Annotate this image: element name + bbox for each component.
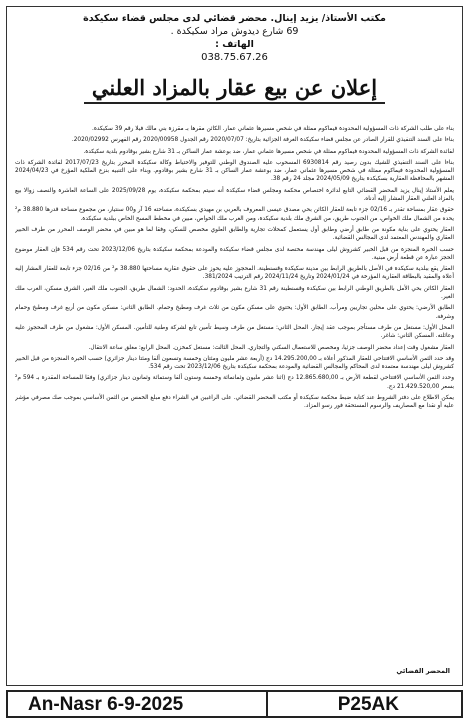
body-paragraph: العقار مشغول وقت إعداد محضر الوصف جزئيا، ومخصص للاستعمال السكني والتجاري. المحل الثالث: مستغل كمخزن. المحل الرابع: مغلق ساعة الانتقال. [88,344,454,351]
announcement-title: إعلان عن بيع عقار بالمزاد العلني [84,75,385,104]
body-paragraph: الطابق الأرضي: يحتوي على محلين تجاريين ومرأب. الطابق الأول: يحتوي على مسكن مكون من ثلاث غرف ومطبخ وحمام. الطابق الثاني: مسكن مكون من أربع غرف ومطبخ وحمام وشرفة. [15,305,454,320]
announcement-title-wrap [7,75,462,104]
body-paragraph: وحدد الثمن الأساسي الافتتاحي لقطعة الأرض بـ 12.865.680,00 دج (اثنا عشر مليون وثمانمائة وخمسة وستون ألفا وستمائة وثمانون دينار جزائري) وفقا للمساحة المقدرة بـ 594 م² بسعر 21.429.520,00 دج. [15,375,454,390]
body-paragraph: العقار الكائن بحي الأمل بالطريق الوطني الرابط بين سكيكدة وقسنطينة رقم 31 شارع بشير بوقادوم سكيكدة، الحدود: الشمال طريق، الجنوب ملك الغير، الشرق مسكن، الغرب ملك الغير. [15,285,454,301]
body-paragraph: وقد حدد الثمن الأساسي الافتتاحي للعقار المذكور أعلاه بـ 14.295.200,00 دج (أربعة عشر مليون ومئتان وخمسة وتسعون ألفا ومئتا دينار جزائري) حسب الخبرة المنجزة من قبل الخبير كشروش ليلى مهندسة معتمدة لدى المحاكم والمجالس القضائية والمودعة بمحكمة سكيكدة بتاريخ 2023/12/06 تحت رقم 534. [15,355,454,371]
body-paragraph: العقار يقع ببلدية سكيكدة في الأصل بالطريق الرابط بين مدينة سكيكدة وقسنطينة. المحجوز عليه يحوز على حقوق عقارية مساحتها 38.880 م² من 02/16 جزء تابعة للعقار المشار إليه أعلاه والمقيد بالبطاقة العقارية المؤرخة في 2024/01/24 وتاريخ 2024/11/24 رقم الترتيب 381/2024. [15,266,454,281]
body-paragraph: يمكن الاطلاع على دفتر الشروط عند كتابة ضبط محكمة سكيكدة أو مكتب المحضر القضائي. على الراغبين في الشراء دفع مبلغ الخمس من الثمن الأساسي بموجب صك مصرفي مؤشر عليه أو نقدا مع المصاريف والرسوم المستحقة فور رسو المزاد. [15,395,454,410]
office-name: مكتب الأستاذ/ يزيد إينال. محضر قضائي لدى مجلس قضاء سكيكدة [83,13,386,24]
publication-code: P25AK [337,694,399,715]
office-address: 69 شارع ديدوش مراد سكيكدة . [170,26,299,37]
publication-footer [6,690,463,718]
body-paragraph: حقوق عقار بمساحة تقدر بـ 02/16 جزء تابعة للعقار الكائن بحي مصدق عيسى المعروف بالعربي بن مهيدي بسكيكدة، مساحته 16 آر و00 سنتيار، من مجموع مساحة قدرها 38.880 م² يحده من الشمال ملك الخواص، من الجنوب طريق، من الشرق ملك بلدية سكيكدة، ومن الغرب ملك الخواص، مبين في مخطط المسح الخاص ببلدية سكيكدة. [15,207,454,222]
body-paragraph: لفائدة الشركة ذات المسؤولية المحدودة فيماكوم ممثلة في شخص مسيرها عثماني عمار، ضد بوعشة عمار الساكن بـ 31 شارع بشير بوقادوم بلدية سكيكدة. [83,148,454,155]
body-paragraph: بناءا على السند التنفيذي للشيك بدون رصيد رقم 6930814 المسحوب عليه الصندوق الوطني للتوفير والاحتياط وكالة سكيكدة المحرر بتاريخ 2017/07/23 لفائدة الشركة ذات المسؤولية المحدودة فيماكوم ممثلة في شخص مسيرها عثماني عمار، ضد بوعشة عمار الساكن بـ 31 شارع بشير بوقادوم. وبناء على التنبيه بنزع الملكية المؤرخ في 2024/04/23 المشهر بالمحافظة العقارية بسكيكدة بتاريخ 2024/05/09 مجلد 24 رقم 38. [15,159,454,183]
publication-date: An-Nasr 6-9-2025 [28,694,184,715]
footer-divider [266,692,268,716]
body-paragraph: حسب الخبرة المنجزة من قبل الخبير كشروش ليلى مهندسة مختصة لدى مجلس قضاء سكيكدة والمودعة بمحكمة سكيكدة بتاريخ 2023/12/06 تحت رقم 534 فإن العقار موضوع الحجز عبارة عن قطعة أرض مبنية. [15,246,454,261]
phone-number: 038.75.67.26 [201,52,268,63]
phone-label: الهاتف : [215,39,254,50]
body-paragraph: العقار يحتوي على بناية مكونة من طابق أرضي وطابق أول يستعمل كمحلات تجارية والطابق العلوي مخصص للسكن، وفقا لما هو مبين في محضر الوصف المحرر من طرف الخبير العقاري والمهندس المعتمد لدى المجالس القضائية. [15,226,454,242]
body-paragraph: يعلم الأستاذ إينال يزيد المحضر القضائي التابع لدائرة اختصاص محكمة ومجلس قضاء سكيكدة أنه سيتم بمحكمة سكيكدة، يوم 2025/09/28 على الساعة العاشرة والنصف زوالا بيع بالمزاد العلني العقار المشار إليه أدناه. [15,187,454,203]
signature: المحضر القضائي [396,667,450,675]
announcement-sheet [6,6,463,686]
body-paragraph: المحل الأول: مستغل من طرف مستأجر بموجب عقد إيجار. المحل الثاني: مستغل من طرف وسيط تأمين تابع لشركة وطنية للتأمين. المسكن الأول: مشغول من طرف المحجوز عليه وعائلته. المسكن الثاني: شاغر. [15,324,454,340]
body-paragraph: بناءا على السند التنفيذي للقرار الصادر عن مجلس قضاء سكيكدة الغرفة الجزائية بتاريخ: 2020/07/07 رقم الجدول 2020/00958 رقم الفهرس 2020/02992. [71,137,454,144]
body-paragraph: بناء على طلب الشركة ذات المسؤولية المحدودة فيماكوم ممثلة في شخص مسيرها عثماني عمار. الكائن مقرها بـ مقرزة بني مالك فيلا رقم 39 سكيكدة. [91,126,454,132]
announcement-body [15,125,454,657]
bailiff-header [7,7,462,65]
